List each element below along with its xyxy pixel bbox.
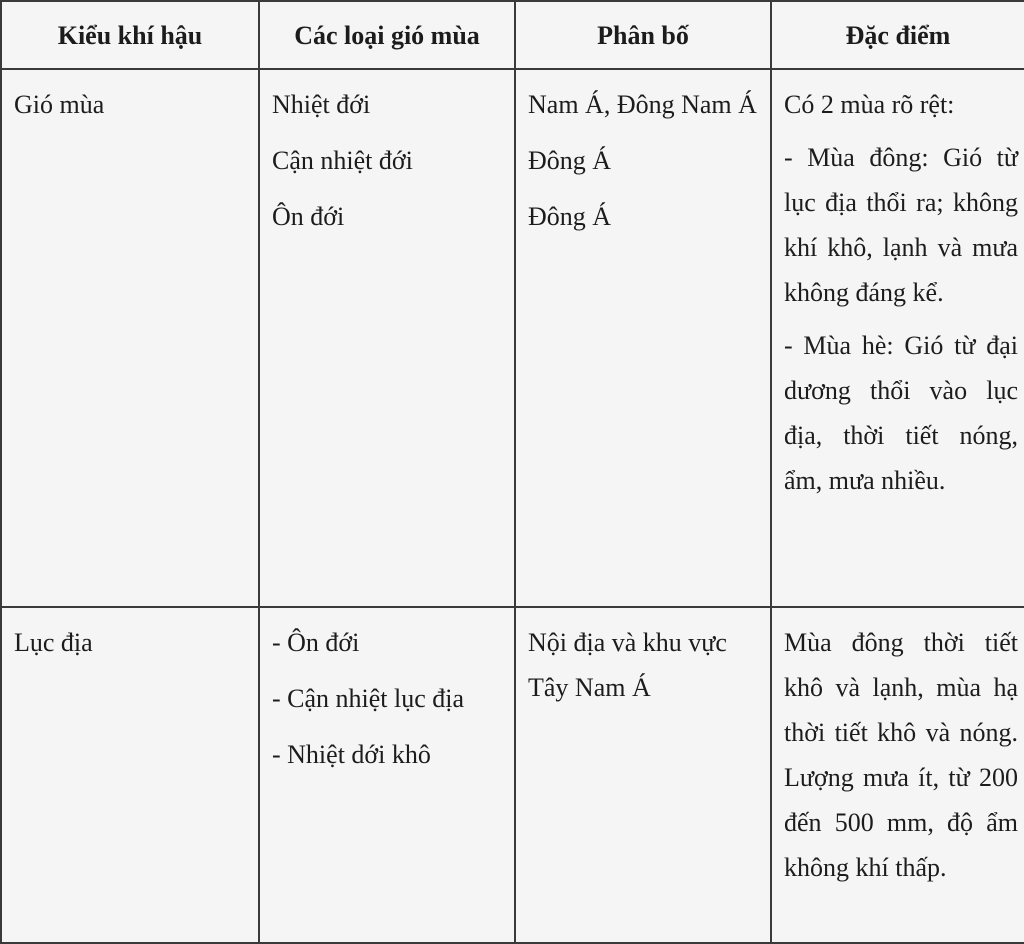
characteristics-paragraph: Có 2 mùa rõ rệt:	[784, 90, 955, 119]
distribution-item: Nội địa và khu vực Tây Nam Á	[528, 628, 727, 702]
header-monsoon-types: Các loại gió mùa	[259, 1, 515, 69]
cell-monsoon-types	[259, 69, 515, 607]
climate-type-label: Gió mùa	[14, 90, 105, 119]
characteristics-paragraph: Mùa đông thời tiết khô và lạnh, mùa hạ thời tiết khô và nóng. Lượng mưa ít, từ 200 đến 500 mm, độ ẩm không khí thấp.	[784, 628, 1018, 882]
characteristics-paragraph: - Mùa hè: Gió từ đại dương thổi vào lục địa, thời tiết nóng, ẩm, mưa nhiều.	[784, 331, 1018, 495]
monsoon-type-item: Nhiệt đới	[272, 90, 371, 119]
cell-distribution	[515, 607, 771, 943]
climate-type-label: Lục địa	[14, 628, 93, 657]
table-row	[1, 607, 1024, 943]
characteristics-paragraph: - Mùa đông: Gió từ lục địa thổi ra; không khí khô, lạnh và mưa không đáng kể.	[784, 143, 1018, 307]
header-climate-type: Kiểu khí hậu	[1, 1, 259, 69]
distribution-item: Đông Á	[528, 146, 612, 175]
table-header-row	[1, 1, 1024, 69]
cell-characteristics	[771, 607, 1024, 943]
header-distribution: Phân bố	[515, 1, 771, 69]
monsoon-type-item: Ôn đới	[272, 202, 345, 231]
distribution-item: Nam Á, Đông Nam Á	[528, 90, 757, 119]
distribution-item: Đông Á	[528, 202, 612, 231]
header-characteristics: Đặc điểm	[771, 1, 1024, 69]
cell-climate-type	[1, 607, 259, 943]
monsoon-type-item: - Nhiệt dới khô	[272, 740, 431, 769]
cell-characteristics	[771, 69, 1024, 607]
monsoon-type-item: Cận nhiệt đới	[272, 146, 413, 175]
cell-monsoon-types	[259, 607, 515, 943]
cell-climate-type	[1, 69, 259, 607]
table-row	[1, 69, 1024, 607]
cell-distribution	[515, 69, 771, 607]
monsoon-type-item: - Ôn đới	[272, 628, 360, 657]
monsoon-type-item: - Cận nhiệt lục địa	[272, 684, 465, 713]
